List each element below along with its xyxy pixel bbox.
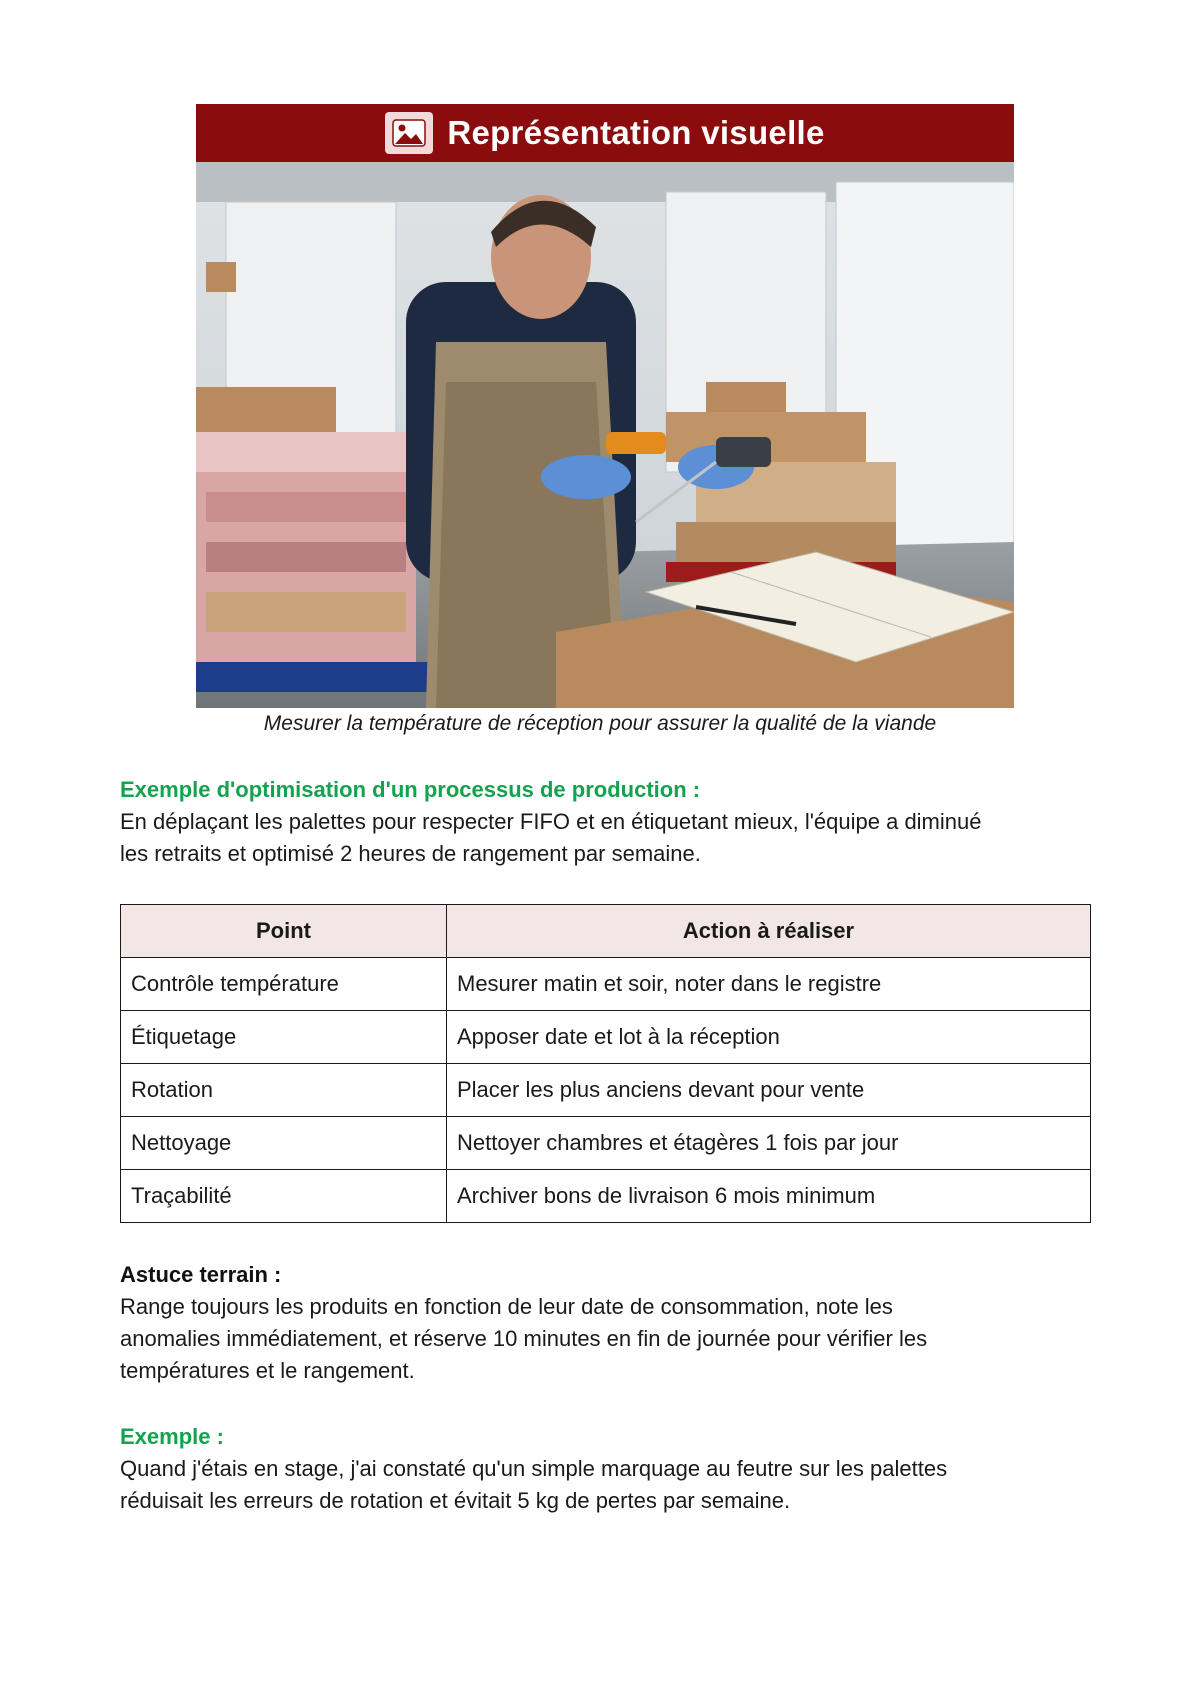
table-row [121,1170,1091,1223]
table-cell-action: Nettoyer chambres et étagères 1 fois par jour [447,1117,1091,1170]
optimisation-line-1: En déplaçant les palettes pour respecter FIFO et en étiquetant mieux, l'équipe a diminué [120,809,982,834]
visual-figure [196,104,1014,708]
table-row [121,1011,1091,1064]
optimisation-heading: Exemple d'optimisation d'un processus de production : [120,777,701,802]
table-cell-action: Archiver bons de livraison 6 mois minimum [447,1170,1091,1223]
astuce-section [120,1259,1080,1387]
table-row [121,1117,1091,1170]
astuce-line-3: températures et le rangement. [120,1358,415,1383]
table-cell-action: Mesurer matin et soir, noter dans le registre [447,958,1091,1011]
table-row [121,958,1091,1011]
astuce-line-2: anomalies immédiatement, et réserve 10 minutes en fin de journée pour vérifier les [120,1326,928,1351]
table-cell-point: Étiquetage [121,1011,447,1064]
astuce-heading: Astuce terrain : [120,1262,282,1287]
actions-table [120,904,1091,1223]
table-cell-action: Placer les plus anciens devant pour vente [447,1064,1091,1117]
table-header-point: Point [121,905,447,958]
exemple-line-1: Quand j'étais en stage, j'ai constaté qu'un simple marquage au feutre sur les palettes [120,1456,948,1481]
exemple-section [120,1421,1080,1517]
table-cell-point: Rotation [121,1064,447,1117]
exemple-line-2: réduisait les erreurs de rotation et évitait 5 kg de pertes par semaine. [120,1488,791,1513]
table-cell-point: Nettoyage [121,1117,447,1170]
optimisation-section [120,774,1080,870]
table-header-row [121,905,1091,958]
cold-room-photo [196,162,1014,708]
figure-header [196,104,1014,162]
table-cell-point: Contrôle température [121,958,447,1011]
figure-caption: Mesurer la température de réception pour assurer la qualité de la viande [263,712,937,735]
figure-title: Représentation visuelle [447,114,825,151]
table-cell-action: Apposer date et lot à la réception [447,1011,1091,1064]
table-header-action: Action à réaliser [447,905,1091,958]
astuce-line-1: Range toujours les produits en fonction de leur date de consommation, note les [120,1294,893,1319]
optimisation-line-2: les retraits et optimisé 2 heures de rangement par semaine. [120,841,701,866]
table-cell-point: Traçabilité [121,1170,447,1223]
table-row [121,1064,1091,1117]
image-icon [385,112,433,154]
exemple-heading: Exemple : [120,1424,224,1449]
